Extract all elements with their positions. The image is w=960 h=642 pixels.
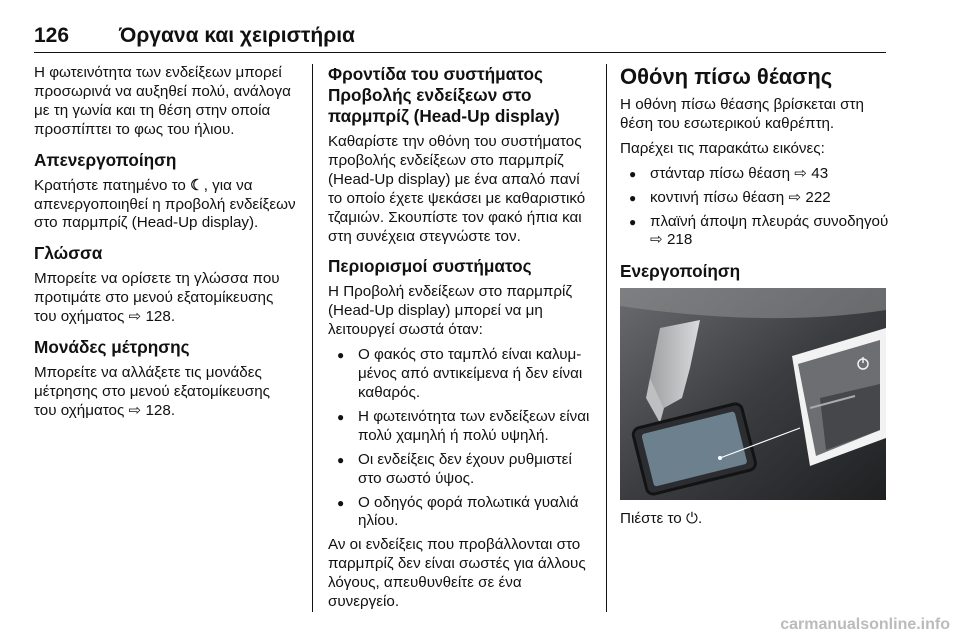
page-number: 126 [34,24,70,47]
list-item: ● Ο φακός στο ταμπλό είναι καλυμμένος από αντικείμενα ή δεν είναι καθαρός. [328,346,596,403]
page-ref-icon: ⇨ [794,164,808,182]
power-icon: ⏻ [685,510,698,528]
list-item [620,189,890,208]
list-item [620,165,890,184]
language-text [34,270,296,327]
deactivation-heading: Απενεργοποίηση [34,149,177,170]
page-ref-link[interactable]: 128 [145,308,171,326]
view-label: πλαϊνή άποψη πλευράς συνοδηγού [650,212,889,230]
limits-outro: Αν οι ενδείξεις που προβάλλονται στο παρμπρίζ δεν είναι σωστές για άλλους λόγους, απευθυνθείτε σε ένα συνεργείο. [328,536,586,611]
units-heading: Μονάδες μέτρησης [34,337,190,358]
care-heading: Φροντίδα του συστήματος Προβολής ενδείξεων στο παρμπρίζ (Head-Up display) [328,64,560,126]
page-ref-link[interactable]: 222 [805,188,831,206]
column-left [34,64,296,421]
column-right [620,64,890,529]
page-ref-icon: ⇨ [788,188,802,206]
column-middle [328,64,596,612]
view-label: κοντινή πίσω θέαση [650,188,789,206]
units-text [34,364,296,421]
language-text-body: Μπορείτε να ορίσετε τη γλώσσα που προτιμάτε στο μενού εξατομίκευσης του οχήματος [34,270,280,326]
views-intro: Παρέχει τις παρακάτω εικόνες: [620,139,825,157]
page-title: Όργανα και χειριστήρια [119,24,355,47]
page-ref-icon: ⇨ [128,308,142,326]
list-item: ● Οι ενδείξεις δεν έχουν ρυθμιστεί στο σωστό ύψος. [328,451,596,489]
page-header [34,24,886,53]
units-text-body: Μπορείτε να αλλάξετε τις μονάδες μέτρησης στο μενού εξατομίκευσης του οχήματος [34,364,270,419]
list-item [620,213,890,251]
page-ref-icon: ⇨ [128,401,142,419]
footer-watermark: carmanualsonline.info [780,616,950,633]
page-ref-link[interactable]: 218 [666,231,693,249]
column-divider [312,64,313,612]
column-divider [606,64,607,612]
limits-heading: Περιορισμοί συστήματος [328,256,532,277]
page-ref-icon: ⇨ [650,231,663,249]
press-text: Πιέστε το [620,510,686,528]
rearview-mirror-photo [620,288,886,500]
period: . [170,401,176,419]
page-ref-link[interactable]: 43 [811,164,829,182]
deactivation-text-after: , για να απενεργοποιηθεί η προβολή ενδείξεων στο παρμπρίζ (Head-Up display). [34,176,296,232]
deactivation-text-before: Κρατήστε πατημένο το [34,176,191,194]
list-item: ● Η φωτεινότητα των ενδείξεων είναι πολύ χαμηλή ή πολύ υψηλή. [328,408,596,446]
page-ref-link[interactable]: 128 [145,401,171,419]
activation-text [620,510,890,529]
limits-list [328,346,596,531]
period: . [697,510,703,528]
care-text: Καθαρίστε την οθόνη του συστήματος προβολής ενδείξεων στο παρμπρίζ (Head-Up display) με ένα απαλό πανί το οποίο έχετε ψεκάσει με καθαριστικό τζαμιών. Σκουπίστε τον φακό ήπια και στη συνέχεια στεγνώστε τον. [328,133,586,245]
language-heading: Γλώσσα [34,243,103,264]
limits-intro: Η Προβολή ενδείξεων στο παρμπρίζ (Head-Up display) μπορεί να μη λειτουργεί σωστά όταν: [328,283,573,339]
moon-icon: ☾ [190,176,204,194]
period: . [170,308,176,326]
rearview-heading: Οθόνη πίσω θέασης [620,64,833,89]
activation-heading: Ενεργοποίηση [620,261,741,282]
view-label: στάνταρ πίσω θέαση [650,164,795,182]
list-item: ● Ο οδηγός φορά πολωτικά γυαλιά ηλίου. [328,494,596,532]
brightness-note: Η φωτεινότητα των ενδείξεων μπορεί προσωρινά να αυξηθεί πολύ, ανάλογα με τη γωνία και τη θέση στην οποία προσπίπτει το φως του ήλιου. [34,64,291,138]
views-list [620,165,890,251]
rearview-text: Η οθόνη πίσω θέασης βρίσκεται στη θέση του εσωτερικού καθρέπτη. [620,96,864,132]
deactivation-text [34,177,296,234]
